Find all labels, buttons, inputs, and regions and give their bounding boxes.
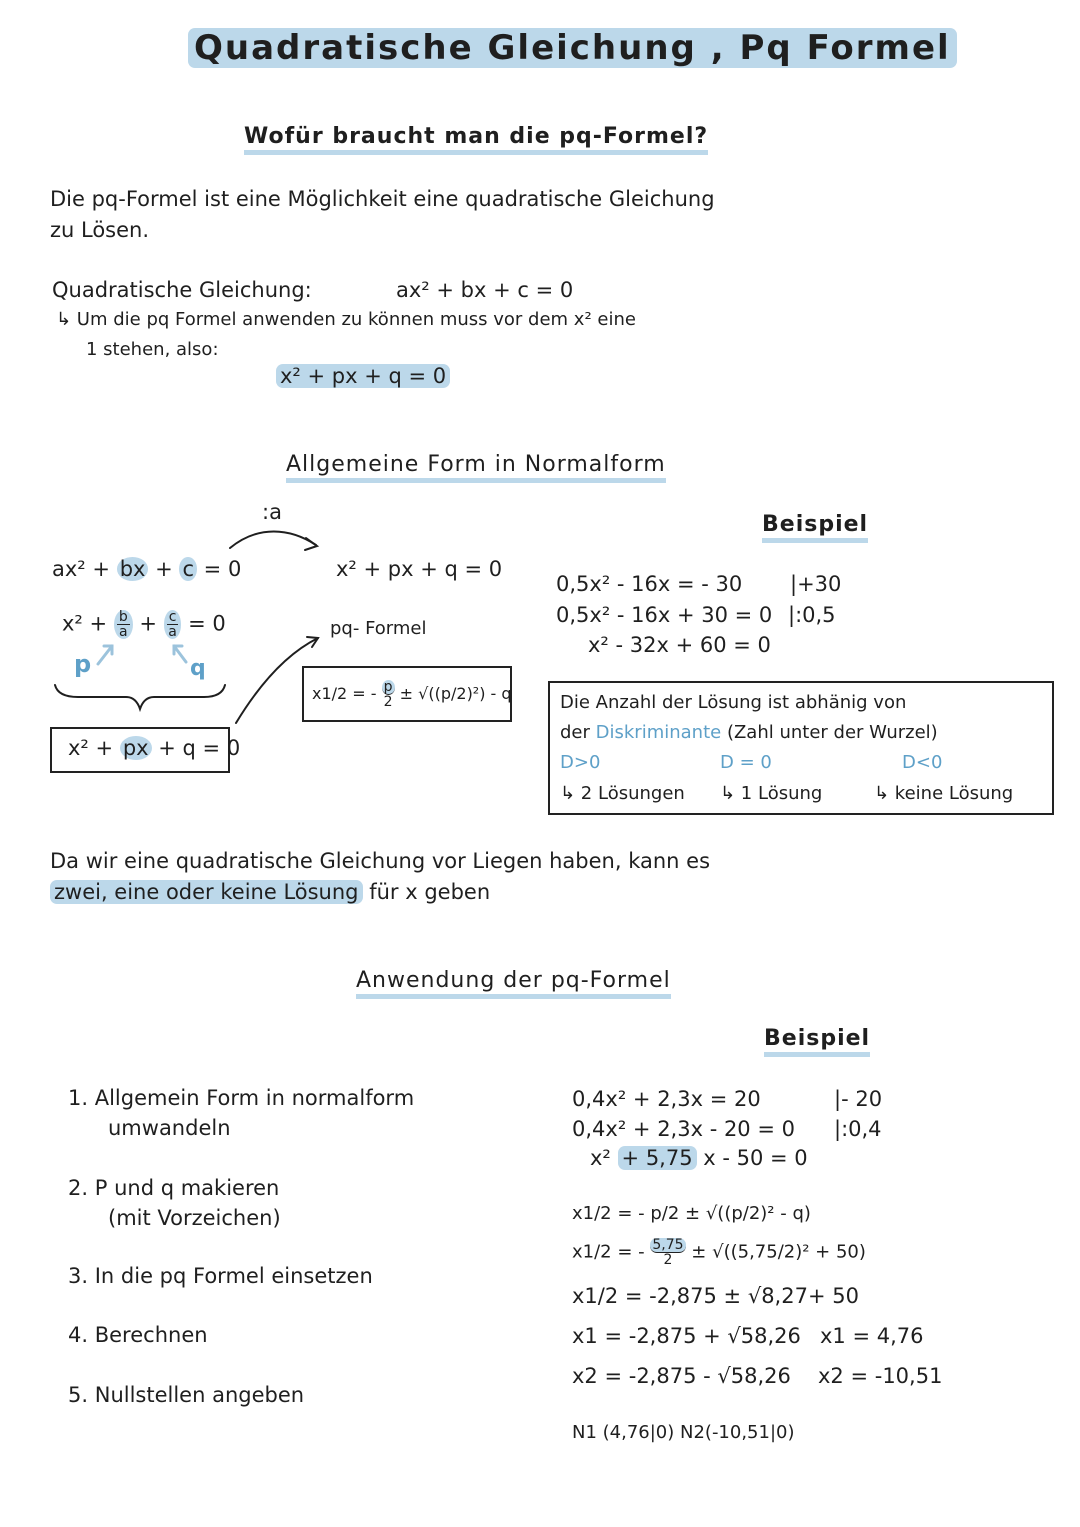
result-no-solution: ↳ keine Lösung bbox=[874, 783, 1014, 804]
beispiel-label-1: Beispiel bbox=[762, 512, 868, 538]
page-title: Quadratische Gleichung , Pq Formel bbox=[188, 28, 957, 69]
step-3: 3. In die pq Formel einsetzen bbox=[68, 1264, 373, 1288]
example2-line-3: x² + 5,75 x - 50 = 0 bbox=[590, 1146, 808, 1170]
x1-result: x1 = 4,76 bbox=[820, 1324, 924, 1348]
calc-line-5: x2 = -2,875 - √58,26 bbox=[572, 1364, 791, 1388]
fraction-form: x² + $\frac{b}{a}$ + $\frac{c}{a}$ = 0 bbox=[62, 609, 226, 640]
calc-line-2: x1/2 = - $\frac{5,75}{2}$ ± √((5,75/2)² + 50) bbox=[572, 1237, 866, 1268]
general-form: ax² + bx + c = 0 bbox=[52, 557, 242, 581]
normal-form-boxed: x² + px + q = 0 bbox=[68, 736, 241, 760]
p-label: p bbox=[74, 650, 92, 678]
summary-line-2: zwei, eine oder keine Lösung für x geben bbox=[50, 880, 490, 905]
q-pointer-arrow bbox=[174, 646, 186, 662]
step-4: 4. Berechnen bbox=[68, 1323, 208, 1347]
b-over-a: $\frac{b}{a}$ bbox=[114, 610, 133, 639]
example2-line-1: 0,4x² + 2,3x = 20 bbox=[572, 1087, 761, 1111]
c-over-a: $\frac{c}{a}$ bbox=[164, 610, 182, 639]
qg-label: Quadratische Gleichung: bbox=[52, 278, 312, 302]
intro-line-1: Die pq-Formel ist eine Möglichkeit eine quadratische Gleichung bbox=[50, 187, 715, 211]
normal-form-highlight: x² + px + q = 0 bbox=[276, 364, 450, 389]
example1-op-1: |+30 bbox=[790, 572, 842, 596]
case-d-negative: D<0 bbox=[902, 752, 943, 773]
summary-line-1: Da wir eine quadratische Gleichung vor Liegen haben, kann es bbox=[50, 849, 711, 873]
p-pointer-arrow bbox=[98, 646, 112, 664]
example2-op-2: |:0,4 bbox=[834, 1117, 882, 1141]
note-line-2: 1 stehen, also: bbox=[86, 339, 219, 360]
x2-result: x2 = -10,51 bbox=[818, 1364, 943, 1388]
example2-line-2: 0,4x² + 2,3x - 20 = 0 bbox=[572, 1117, 795, 1141]
q-label: q bbox=[190, 656, 206, 681]
result-one-solution: ↳ 1 Lösung bbox=[720, 783, 823, 804]
step-5: 5. Nullstellen angeben bbox=[68, 1383, 305, 1407]
discriminant-line-2: der Diskriminante (Zahl unter der Wurzel) bbox=[560, 722, 938, 743]
example1-line-1: 0,5x² - 16x = - 30 bbox=[556, 572, 743, 596]
normal-form-right: x² + px + q = 0 bbox=[336, 557, 503, 581]
section1-heading: Wofür braucht man die pq-Formel? bbox=[244, 124, 708, 150]
example1-line-2: 0,5x² - 16x + 30 = 0 bbox=[556, 603, 773, 627]
beispiel-label-2: Beispiel bbox=[764, 1026, 870, 1052]
brace bbox=[55, 685, 225, 709]
step-1: 1. Allgemein Form in normalform bbox=[68, 1086, 415, 1110]
calc-line-1: x1/2 = - p/2 ± √((p/2)² - q) bbox=[572, 1203, 811, 1224]
pq-formula: x1/2 = - $\frac{p}{2}$ ± √((p/2)²) - q bbox=[312, 679, 512, 710]
case-d-zero: D = 0 bbox=[720, 752, 772, 773]
case-d-positive: D>0 bbox=[560, 752, 601, 773]
b-highlight: bx bbox=[117, 557, 149, 581]
zeros-result: N1 (4,76|0) N2(-10,51|0) bbox=[572, 1422, 795, 1443]
example2-op-1: |- 20 bbox=[834, 1087, 883, 1111]
step-2: 2. P und q makieren bbox=[68, 1176, 280, 1200]
result-two-solutions: ↳ 2 Lösungen bbox=[560, 783, 685, 804]
pq-formula-label: pq- Formel bbox=[330, 618, 427, 639]
section3-heading: Anwendung der pq-Formel bbox=[356, 968, 671, 994]
qg-formula: ax² + bx + c = 0 bbox=[396, 278, 574, 302]
divide-arrow-head bbox=[305, 538, 317, 550]
example1-line-3: x² - 32x + 60 = 0 bbox=[588, 633, 771, 657]
discriminant-line-1: Die Anzahl der Lösung ist abhänig von bbox=[560, 692, 907, 713]
calc-line-4: x1 = -2,875 + √58,26 bbox=[572, 1324, 801, 1348]
step-2-cont: (mit Vorzeichen) bbox=[108, 1206, 281, 1230]
note-line-1: ↳ Um die pq Formel anwenden zu können muss vor dem x² eine bbox=[56, 309, 636, 330]
example1-op-2: |:0,5 bbox=[788, 603, 836, 627]
to-pq-arrow bbox=[236, 638, 318, 723]
divide-label: :a bbox=[262, 500, 282, 524]
intro-line-2: zu Lösen. bbox=[50, 218, 150, 242]
c-highlight: c bbox=[179, 557, 197, 581]
divide-arrow bbox=[230, 532, 316, 549]
section2-heading: Allgemeine Form in Normalform bbox=[286, 452, 666, 478]
step-1-cont: umwandeln bbox=[108, 1116, 231, 1140]
calc-line-3: x1/2 = -2,875 ± √8,27+ 50 bbox=[572, 1284, 859, 1308]
